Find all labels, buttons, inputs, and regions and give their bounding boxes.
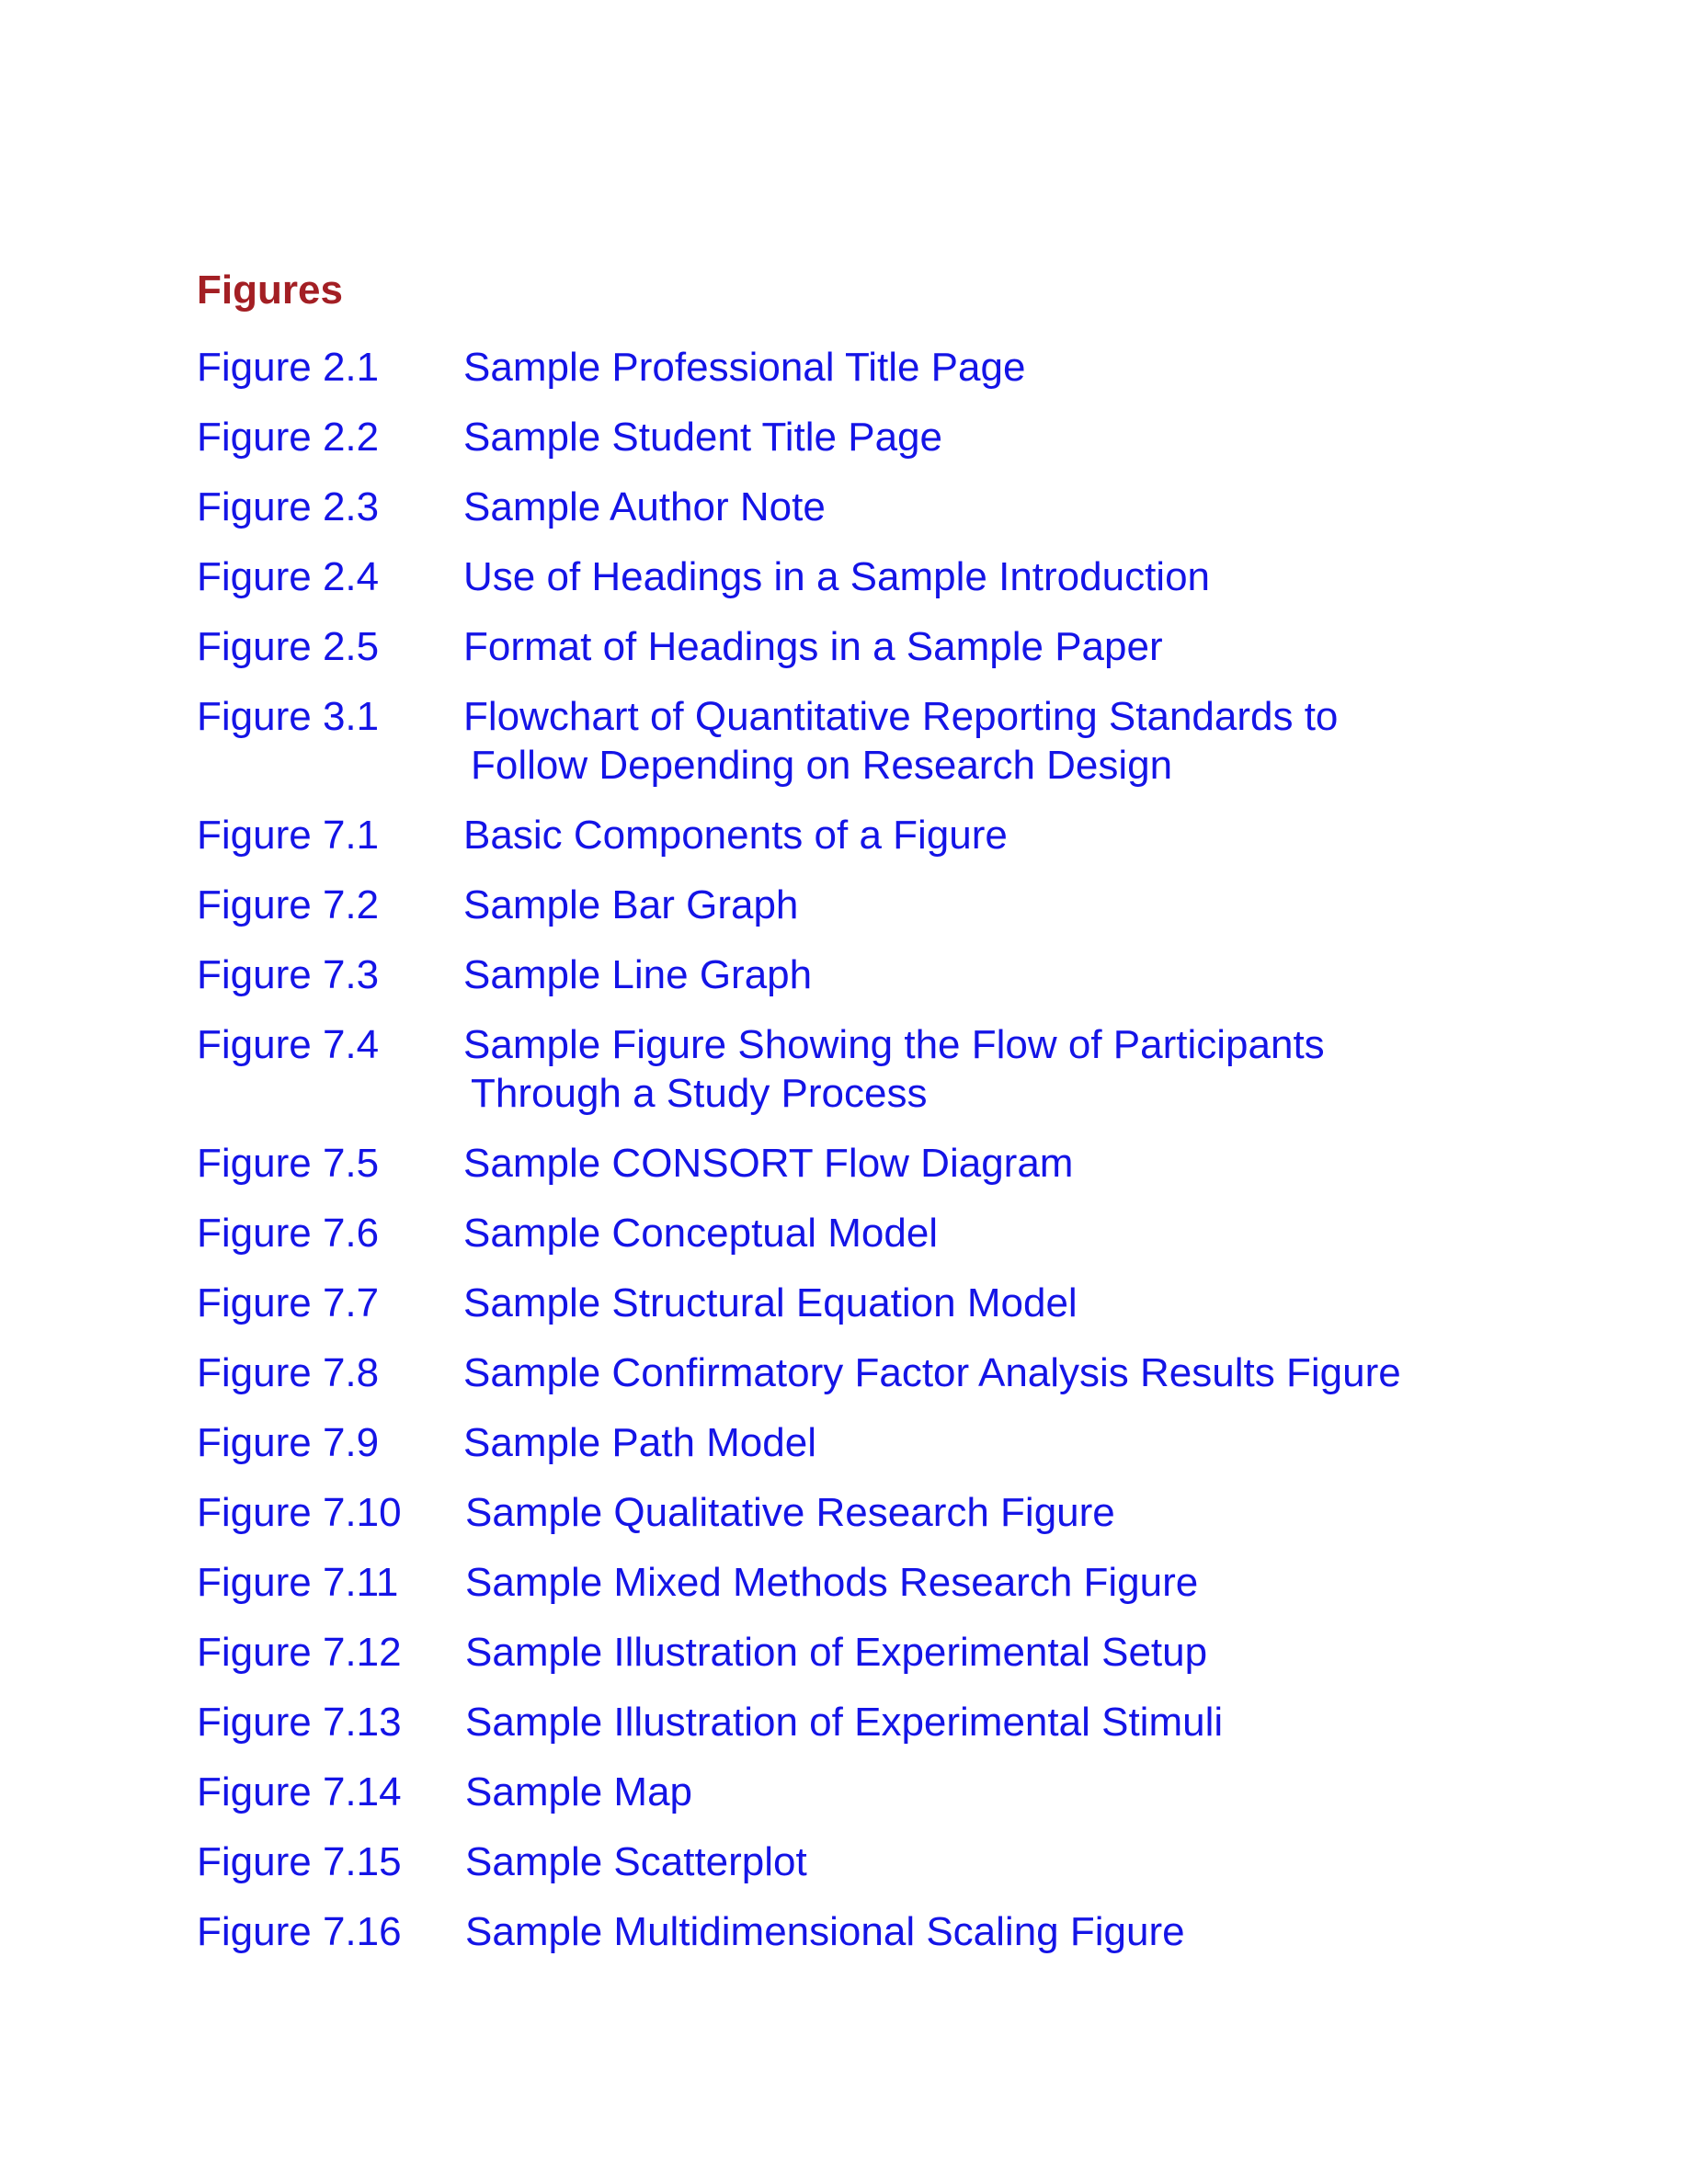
- figure-title: Sample Conceptual Model: [463, 1211, 939, 1256]
- figure-title: Sample Illustration of Experimental Stimuli: [465, 1700, 1224, 1745]
- figure-entry-7-7[interactable]: [197, 1279, 1576, 1348]
- figure-entry-7-6[interactable]: [197, 1209, 1576, 1279]
- figure-entry-2-4[interactable]: [197, 552, 1576, 622]
- figure-number: Figure 7.6: [197, 1211, 380, 1256]
- figure-title: [463, 692, 1576, 790]
- figure-number: Figure 2.1: [197, 345, 380, 390]
- figure-entry-7-16[interactable]: [197, 1907, 1576, 1977]
- figure-title: Sample Line Graph: [463, 952, 813, 997]
- figure-number: Figure 7.15: [197, 1839, 402, 1884]
- figure-title: Sample Student Title Page: [463, 415, 942, 460]
- figure-entry-7-1[interactable]: [197, 811, 1576, 881]
- figure-title: [463, 1020, 1576, 1118]
- figure-number: Figure 7.2: [197, 882, 380, 927]
- figure-title: Sample Professional Title Page: [463, 345, 1026, 390]
- figure-number: Figure 3.1: [197, 694, 380, 739]
- figure-title: Sample Scatterplot: [465, 1839, 807, 1884]
- figure-entry-7-12[interactable]: [197, 1628, 1576, 1698]
- figure-number: Figure 7.8: [197, 1350, 380, 1395]
- figure-entry-7-5[interactable]: [197, 1139, 1576, 1209]
- figure-number: Figure 7.13: [197, 1700, 402, 1745]
- figure-number: Figure 7.16: [197, 1909, 402, 1954]
- figure-title: Use of Headings in a Sample Introduction: [463, 554, 1211, 599]
- figure-title: Sample Bar Graph: [463, 882, 799, 927]
- figure-title: Sample CONSORT Flow Diagram: [463, 1141, 1074, 1186]
- figure-number: Figure 7.12: [197, 1630, 402, 1675]
- figure-entry-7-3[interactable]: [197, 950, 1576, 1020]
- figure-title-line-1: Flowchart of Quantitative Reporting Standards to: [463, 694, 1339, 739]
- figure-entry-2-1[interactable]: [197, 343, 1576, 413]
- figure-title-line-1: Sample Figure Showing the Flow of Participants: [463, 1022, 1325, 1067]
- figure-title: Format of Headings in a Sample Paper: [463, 624, 1163, 669]
- figure-number: Figure 7.4: [197, 1022, 380, 1067]
- figure-title: Sample Qualitative Research Figure: [465, 1490, 1115, 1535]
- figure-title: Sample Multidimensional Scaling Figure: [465, 1909, 1185, 1954]
- figure-entry-7-11[interactable]: [197, 1558, 1576, 1628]
- figure-entry-2-3[interactable]: [197, 483, 1576, 552]
- figure-number: Figure 2.2: [197, 415, 380, 460]
- figure-title: Sample Path Model: [463, 1420, 816, 1465]
- figure-entry-7-2[interactable]: [197, 881, 1576, 950]
- section-title: Figures: [197, 267, 343, 313]
- figure-number: Figure 7.5: [197, 1141, 380, 1186]
- figure-number: Figure 7.10: [197, 1490, 402, 1535]
- figure-entry-7-4[interactable]: [197, 1020, 1576, 1139]
- figure-entry-2-2[interactable]: [197, 413, 1576, 483]
- figure-title: Sample Map: [465, 1769, 693, 1814]
- figure-entry-7-14[interactable]: [197, 1768, 1576, 1837]
- figure-number: Figure 2.5: [197, 624, 380, 669]
- figure-title-line-2: Through a Study Process: [471, 1071, 928, 1116]
- figure-title: Sample Illustration of Experimental Setup: [465, 1630, 1208, 1675]
- figure-entry-7-8[interactable]: [197, 1348, 1576, 1418]
- figure-title: Sample Mixed Methods Research Figure: [465, 1560, 1199, 1605]
- figure-number: Figure 7.14: [197, 1769, 402, 1814]
- figure-number: Figure 7.9: [197, 1420, 380, 1465]
- figure-title: Sample Structural Equation Model: [463, 1280, 1078, 1325]
- figure-title: Sample Confirmatory Factor Analysis Results Figure: [463, 1350, 1401, 1395]
- figure-entry-7-10[interactable]: [197, 1488, 1576, 1558]
- figure-number: Figure 2.3: [197, 484, 380, 529]
- figure-entry-7-13[interactable]: [197, 1698, 1576, 1768]
- figure-number: Figure 7.11: [197, 1560, 399, 1605]
- figure-title-line-2: Follow Depending on Research Design: [471, 743, 1173, 788]
- figure-number: Figure 7.1: [197, 813, 380, 858]
- figure-title: Sample Author Note: [463, 484, 826, 529]
- figure-entry-7-15[interactable]: [197, 1837, 1576, 1907]
- figure-number: Figure 7.3: [197, 952, 380, 997]
- figure-entry-3-1[interactable]: [197, 692, 1576, 811]
- figure-entry-2-5[interactable]: [197, 622, 1576, 692]
- figure-title: Basic Components of a Figure: [463, 813, 1008, 858]
- figure-list: [197, 343, 1576, 1977]
- figure-entry-7-9[interactable]: [197, 1418, 1576, 1488]
- figure-number: Figure 2.4: [197, 554, 380, 599]
- figure-number: Figure 7.7: [197, 1280, 380, 1325]
